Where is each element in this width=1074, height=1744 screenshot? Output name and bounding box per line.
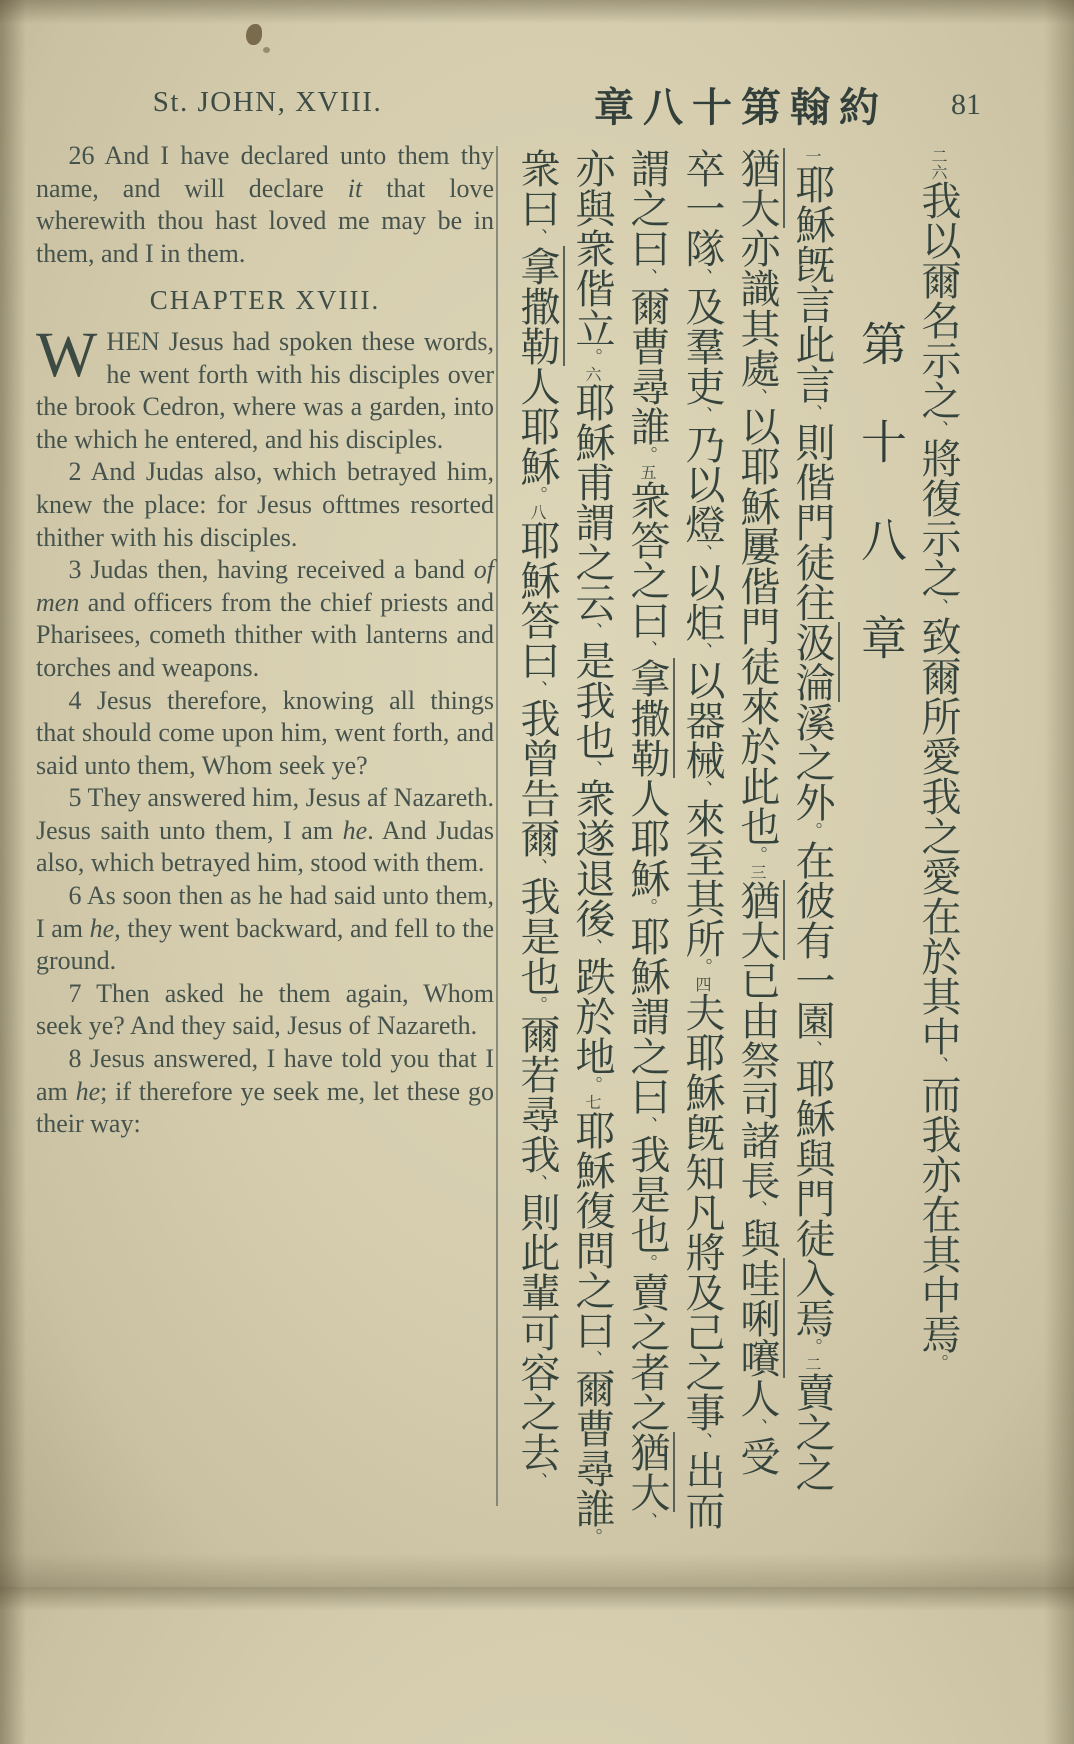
drop-cap: W — [36, 318, 98, 391]
chinese-column-4: 猶大亦識其處、以耶穌屢偕門徒來於此也。三猶大已由祭司諸長、與哇唎㘔人、受 — [730, 148, 785, 1572]
chinese-text-column — [510, 148, 966, 1572]
chinese-column-6: 謂之曰、爾曹尋誰。五衆答之曰、拿撒勒人耶穌。耶穌謂之曰、我是也。賣之者之猶大、 — [620, 148, 675, 1572]
column-divider-rule — [496, 146, 498, 1506]
chapter-heading: CHAPTER XVIII. — [149, 285, 381, 316]
verse-4-paragraph: 4 Jesus therefore, knowing all things that should come upon him, went forth, and said unto them, Whom seek ye? — [36, 685, 494, 780]
chinese-column-7: 亦與衆偕立。六耶穌甫謂之云、是我也、衆遂退後、跌於地。七耶穌復問之曰、爾曹尋誰。 — [569, 148, 615, 1546]
chinese-column-5: 卒一隊、及羣吏、乃以燈、以炬、以器械、來至其所。四夫耶穌旣知凡將及己之事、出而 — [679, 148, 725, 1530]
ink-speck — [246, 24, 262, 45]
verse-1-paragraph — [36, 318, 494, 456]
english-text-column — [36, 140, 494, 1141]
verse-3-paragraph: 3 Judas then, having received a band of men and officers from the chief priests and Pharisees, cometh thither with lanterns and torches and weapons. — [36, 555, 494, 682]
verse-1-text: HEN Jesus had spoken these words, he went forth with his disciples over the brook Cedron, where was a garden, into the which he entered, and his disciples. — [36, 326, 494, 454]
chinese-column-1: 二六我以爾名示之、將復示之、致爾所愛我之愛在於其中、而我亦在其中焉。 — [915, 148, 961, 1372]
page-number: 81 — [951, 88, 981, 121]
verse-26-paragraph: 26 And I have declared unto them thy name, and will declare it that love wherewith thou hast loved me may be in them, and I in them. — [36, 141, 494, 268]
chinese-column-8: 衆曰、拿撒勒人耶穌。八耶穌答曰、我曾告爾、我是也。爾若尋我、則此輩可容之去、 — [510, 148, 565, 1572]
chinese-chapter-heading-column: 第十八章 — [854, 320, 908, 712]
verse-7-paragraph: 7 Then asked he them again, Whom seek ye? And they said, Jesus of Nazareth. — [36, 978, 494, 1041]
verse-8-paragraph: 8 Jesus answered, I have told you that I am he; if therefore ye seek me, let these go their way: — [36, 1044, 495, 1139]
chinese-running-head: 章八十第翰約 — [594, 85, 888, 131]
verse-5-paragraph: 5 They answered him, Jesus af Nazareth. Jesus saith unto them, I am he. And Judas also, which betrayed him, stood with them. — [36, 783, 494, 878]
english-running-head: St. JOHN, XVIII. — [152, 86, 383, 118]
ink-speck — [263, 47, 270, 53]
chinese-column-3: 一耶穌旣言此言、則偕門徒往汲淪溪之外。在彼有一園、耶穌與門徒入焉。二賣之之 — [785, 148, 840, 1572]
verse-6-paragraph: 6 As soon then as he had said unto them, I am he, they went backward, and fell to the ground. — [36, 881, 495, 976]
verse-2-paragraph: 2 And Judas also, which betrayed him, knew the place: for Jesus ofttmes resorted thither with his disciples. — [36, 457, 494, 552]
